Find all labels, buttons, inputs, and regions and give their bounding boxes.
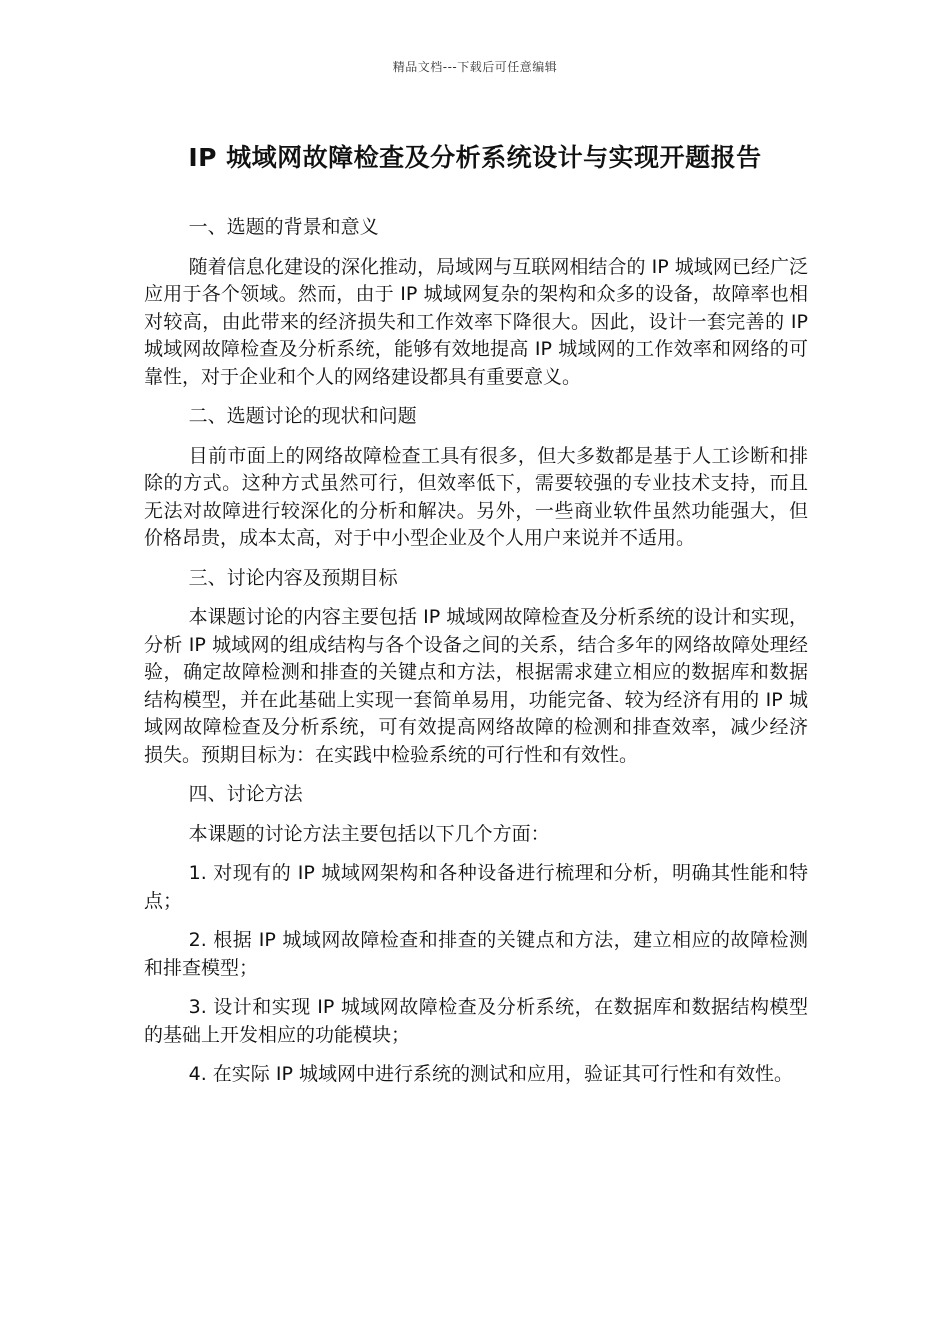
paragraph-content-goals: 本课题讨论的内容主要包括 IP 城域网故障检查及分析系统的设计和实现，分析 IP 城域网的组成结构与各个设备之间的关系，结合多年的网络故障处理经验，确定故障检测和排查的关键点和方法，根据需求建立相应的数据库和数据结构模型，并在此基础上实现一套简单易用，功能完备、较为经济有用的 IP 城域网故障检查及分析系统，可有效提高网络故障的检测和排查效率，减少经济损失。预期目标为：在实践中检验系统的可行性和有效性。 [144, 606, 808, 766]
list-item-method-3: 3. 设计和实现 IP 城域网故障检查及分析系统，在数据库和数据结构模型的基础上开发相应的功能模块； [144, 996, 808, 1046]
document-title: IP 城域网故障检查及分析系统设计与实现开题报告 [188, 143, 762, 172]
list-item-method-4: 4. 在实际 IP 城域网中进行系统的测试和应用，验证其可行性和有效性。 [188, 1063, 793, 1085]
paragraph-background: 随着信息化建设的深化推动，局域网与互联网相结合的 IP 城域网已经广泛应用于各个领域。然而，由于 IP 城域网复杂的架构和众多的设备，故障率也相对较高，由此带来的经济损失和工作效率下降很大。因此，设计一套完善的 IP 城域网故障检查及分析系统，能够有效地提高 IP 城域网的工作效率和网络的可靠性，对于企业和个人的网络建设都具有重要意义。 [144, 255, 808, 388]
section-heading-methods: 四、讨论方法 [188, 783, 303, 805]
paragraph-methods-intro: 本课题的讨论方法主要包括以下几个方面： [188, 822, 550, 845]
section-heading-content-goals: 三、讨论内容及预期目标 [188, 566, 398, 589]
section-heading-background: 一、选题的背景和意义 [188, 216, 379, 238]
paragraph-status: 目前市面上的网络故障检查工具有很多，但大多数都是基于人工诊断和排除的方式。这种方式虽然可行，但效率低下，需要较强的专业技术支持，而且无法对故障进行较深化的分析和解决。另外，一些商业软件虽然功能强大，但价格昂贵，成本太高，对于中小型企业及个人用户来说并不适用。 [144, 444, 808, 549]
list-item-method-2: 2. 根据 IP 城域网故障检查和排查的关键点和方法，建立相应的故障检测和排查模型； [144, 929, 808, 979]
document-body [144, 214, 808, 1101]
section-heading-status: 二、选题讨论的现状和问题 [188, 405, 417, 427]
list-item-method-1: 1. 对现有的 IP 城域网架构和各种设备进行梳理和分析，明确其性能和特点； [144, 862, 808, 912]
page-header-note: 精品文档---下载后可任意编辑 [392, 60, 558, 74]
